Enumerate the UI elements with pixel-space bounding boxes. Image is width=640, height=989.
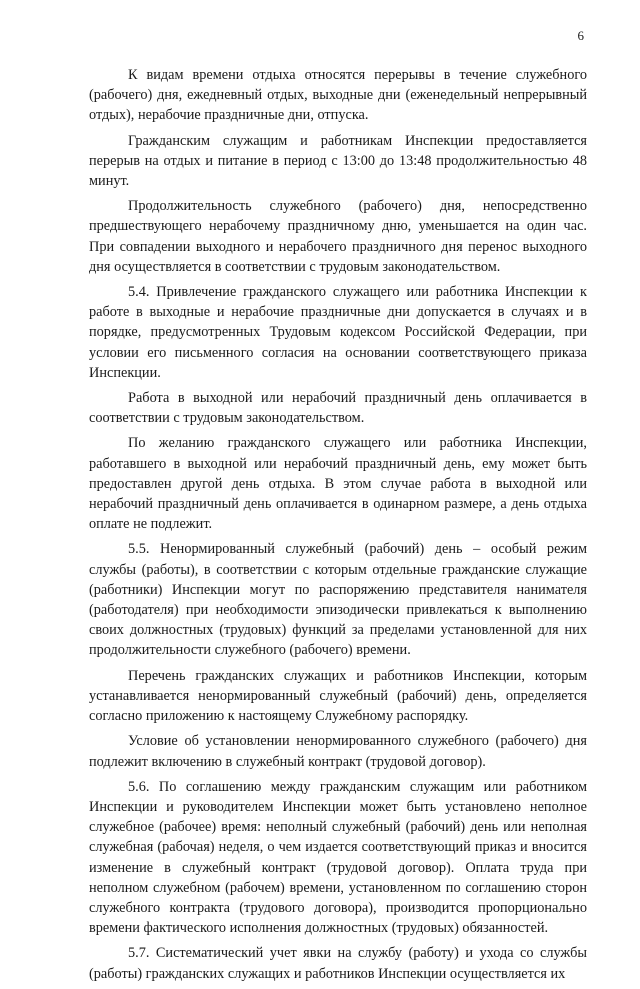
paragraph-section-5-6: 5.6. По соглашению между гражданским служащим или работником Инспекции и руководителем Инспекции может быть установлено неполное служебное (рабочее) время: неполный служебный (рабочий) день или неполная служебная (рабочая) неделя, о чем издается соответствующий приказ и вносится изменение в служебный контракт (трудовой договор). Оплата труда при неполном служебном (рабочем) времени, установленном по соглашению сторон служебного контракта (трудового договора), производится пропорционально времени фактического исполнения должностных (трудовых) обязанностей.: [89, 778, 587, 937]
paragraph-contract-condition: Условие об установлении ненормированного служебного (рабочего) дня подлежит включению в служебный контракт (трудовой договор).: [89, 733, 587, 770]
paragraph-section-5-7: 5.7. Систематический учет явки на службу (работу) и ухода со службы (работы) гражданских служащих и работников Инспекции осуществляется их: [89, 945, 587, 982]
page-number: 6: [577, 28, 584, 43]
paragraph-section-5-5: 5.5. Ненормированный служебный (рабочий) день – особый режим службы (работы), в соответствии с которым отдельные гражданские служащие (работники) Инспекции могут по распоряжению представителя нанимателя (работодателя) при необходимости эпизодически привлекаться к выполнению своих должностных (трудовых) функций за пределами установленной для них продолжительности служебного (рабочего) времени.: [89, 541, 587, 659]
paragraph-day-off-option: По желанию гражданского служащего или работника Инспекции, работавшего в выходной или нерабочий праздничный день, ему может быть предоставлен другой день отдыха. В этом случае работа в выходной или нерабочий праздничный день оплачивается в одинарном размере, а день отдыха оплате не подлежит.: [89, 435, 587, 533]
paragraph-lunch-break: Гражданским служащим и работникам Инспекции предоставляется перерыв на отдых и питание в период с 13:00 до 13:48 продолжительностью 48 минут.: [89, 132, 587, 190]
paragraph-holiday-pay: Работа в выходной или нерабочий праздничный день оплачивается в соответствии с трудовым законодательством.: [89, 390, 587, 427]
paragraph-section-5-4: 5.4. Привлечение гражданского служащего или работника Инспекции к работе в выходные и нерабочие праздничные дни допускается в случаях и в порядке, предусмотренных Трудовым кодексом Российской Федерации, при условии его письменного согласия на основании соответствующего приказа Инспекции.: [89, 284, 587, 381]
paragraph-pre-holiday-day: Продолжительность служебного (рабочего) дня, непосредственно предшествующего нерабочему праздничному дню, уменьшается на один час. При совпадении выходного и нерабочего праздничного дня перенос выходного дня осуществляется в соответствии с трудовым законодательством.: [89, 198, 587, 275]
document-body: [89, 65, 587, 989]
paragraph-rest-types: К видам времени отдыха относятся перерывы в течение служебного (рабочего) дня, ежедневный отдых, выходные дни (еженедельный непрерывный отдых), нерабочие праздничные дни, отпуска.: [89, 67, 587, 124]
paragraph-irregular-list: Перечень гражданских служащих и работников Инспекции, которым устанавливается ненормированный служебный (рабочий) день, определяется согласно приложению к настоящему Служебному распорядку.: [89, 667, 587, 725]
